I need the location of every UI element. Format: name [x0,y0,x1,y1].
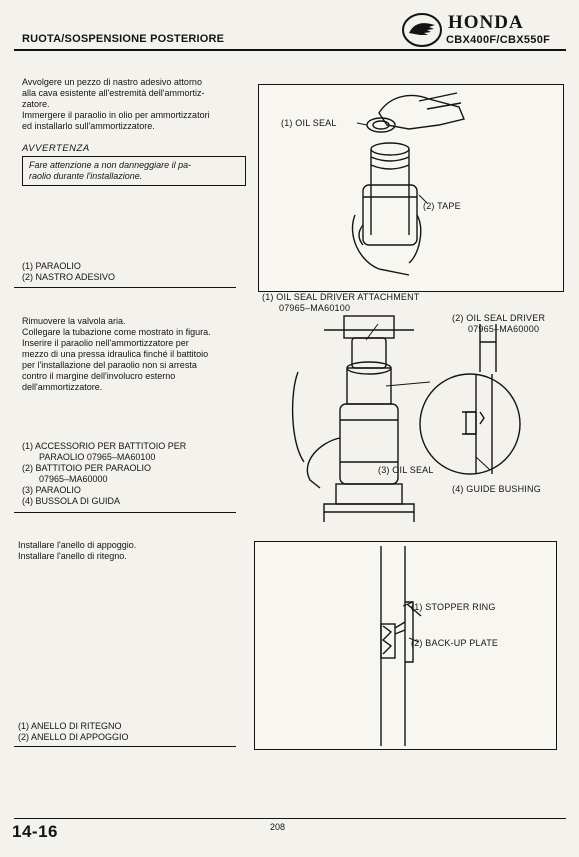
header-rule [14,49,566,51]
section-title: RUOTA/SOSPENSIONE POSTERIORE [22,33,225,45]
page-reference: 208 [270,822,286,832]
label-stopper-ring: (1) STOPPER RING [411,602,496,612]
step1-line: alla cava esistente all'estremità dell'ammortiz- [22,88,205,98]
step2-line: per l'installazione del paraolio non si arresta [22,360,197,370]
warning-title: AVVERTENZA [22,143,90,154]
brand-name: HONDA [448,12,524,33]
caption-item: (1) ACCESSORIO PER BATTITOIO PER [22,441,187,451]
step2-captions [22,441,248,507]
warning-line: raolio durante l'installazione. [29,171,143,181]
caption-item: (2) ANELLO DI APPOGGIO [18,732,129,742]
model-name: CBX400F/CBX550F [446,34,551,46]
step1-line: Avvolgere un pezzo di nastro adesivo attorno [22,77,202,87]
step3-captions [18,721,129,743]
caption-item: PARAOLIO 07965–MA60100 [39,452,156,462]
step1-line: zatore. [22,99,50,109]
figure-oil-seal-tape [258,84,564,292]
section-divider [14,512,236,513]
label-driver-part-number: 07965–MA60000 [468,324,540,334]
footer-rule [14,818,566,819]
caption-item: (4) BUSSOLA DI GUIDA [22,496,121,506]
step3-line: Installare l'anello di ritegno. [18,551,127,561]
label-tape: (2) TAPE [423,201,461,211]
warning-line: Fare attenzione a non danneggiare il pa- [29,160,192,170]
caption-item: (2) NASTRO ADESIVO [22,272,116,282]
caption-item: 07965–MA60000 [39,474,108,484]
figure-stopper-ring [254,541,557,750]
step2-line: dell'ammortizzatore. [22,382,103,392]
label-oil-seal-driver: (2) OIL SEAL DRIVER [452,313,546,323]
label-step2-oil-seal: (3) OIL SEAL [378,465,434,475]
step2-line: Collegare la tubazione come mostrato in figura. [22,327,211,337]
step3-text [18,540,136,562]
step3-line: Installare l'anello di appoggio. [18,540,137,550]
caption-item: (2) BATTITOIO PER PARAOLIO [22,463,152,473]
step2-line: mezzo di una pressa idraulica finché il battitoio [22,349,209,359]
step1-captions [22,261,115,283]
caption-item: (3) PARAOLIO [22,485,81,495]
section-divider [14,287,236,288]
honda-wing-logo-icon [402,13,442,47]
step2-line: Rimuovere la valvola aria. [22,316,126,326]
caption-item: (1) ANELLO DI RITEGNO [18,721,122,731]
label-guide-bushing: (4) GUIDE BUSHING [452,484,541,494]
step1-line: Immergere il paraolio in olio per ammortizzatori [22,110,210,120]
step2-line: contro il margine dell'involucro esterno [22,371,176,381]
section-divider [14,746,236,747]
label-backup-plate: (2) BACK-UP PLATE [411,638,499,648]
label-driver-attachment: (1) OIL SEAL DRIVER ATTACHMENT [262,292,420,302]
step2-line: Inserire il paraolio nell'ammortizzatore per [22,338,189,348]
label-oil-seal: (1) OIL SEAL [281,118,337,128]
label-attachment-part-number: 07965–MA60100 [279,303,351,313]
caption-item: (1) PARAOLIO [22,261,81,271]
step2-text [22,316,244,393]
page-code: 14-16 [12,822,58,841]
oil-seal-illustration [259,85,563,291]
stopper-ring-illustration [255,542,556,749]
step1-text [22,77,246,132]
step1-line: ed installarlo sull'ammortizzatore. [22,121,155,131]
warning-box [22,156,246,186]
